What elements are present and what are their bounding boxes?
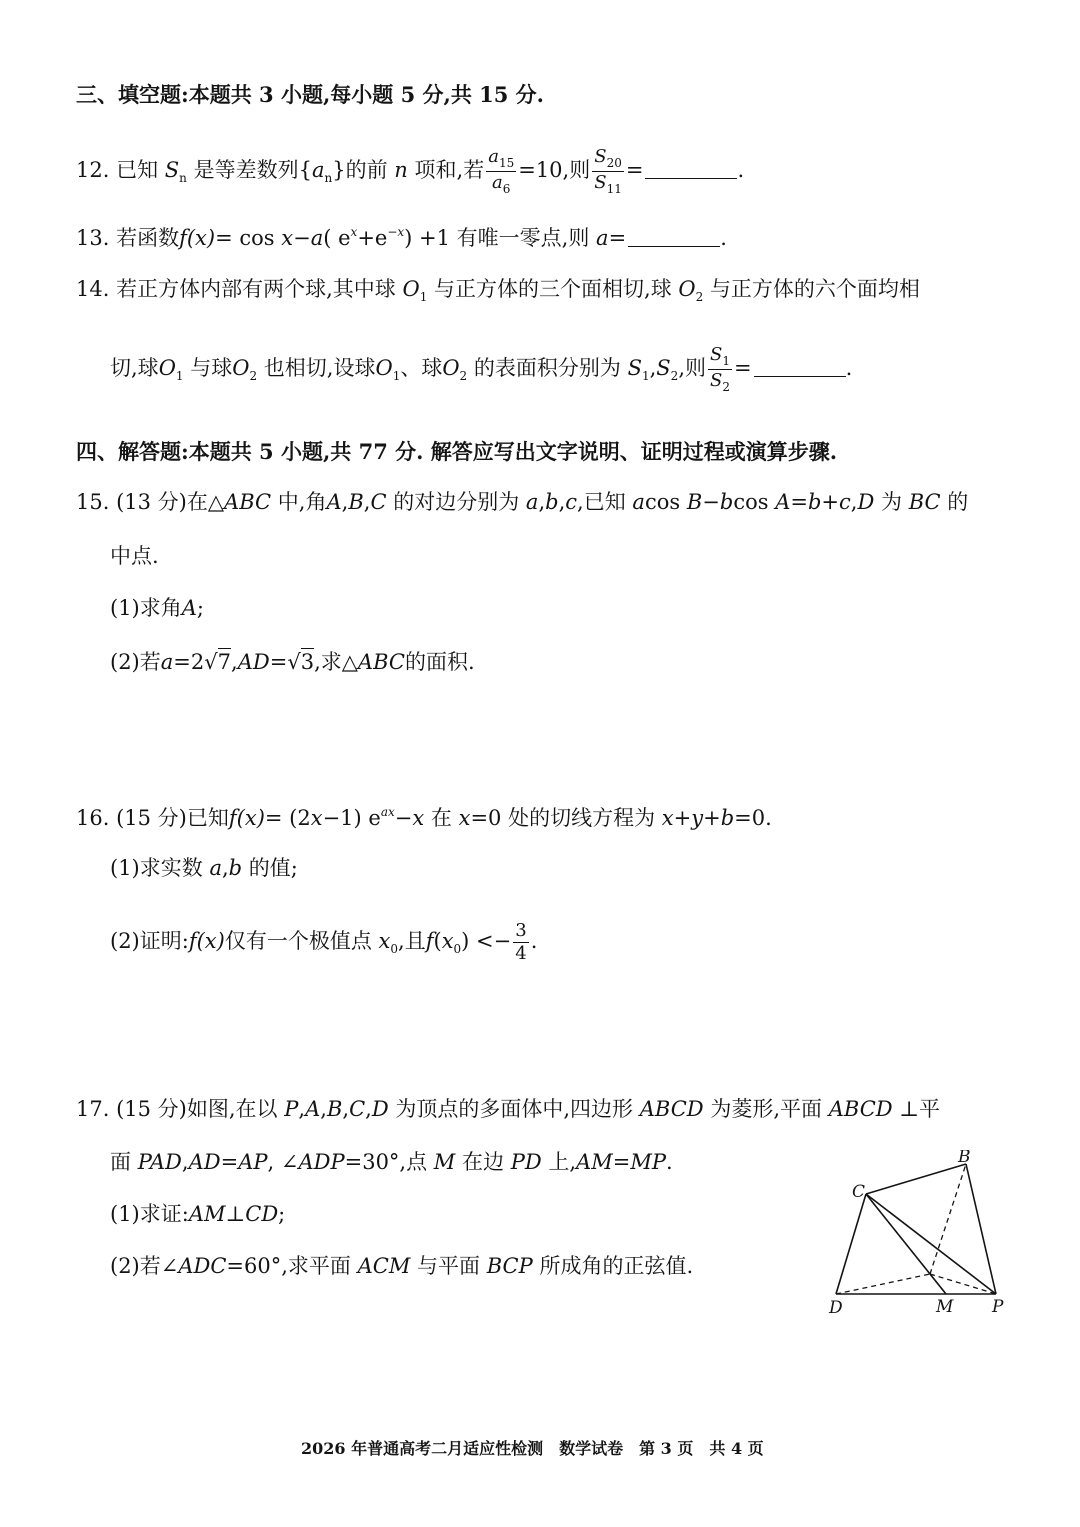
q14-o: O	[678, 277, 696, 301]
q16-var: x	[458, 806, 471, 830]
q17-var: D	[371, 1097, 389, 1121]
q16-var: f	[425, 929, 434, 953]
q17-text: 面	[110, 1150, 131, 1174]
q12-sn: S	[164, 158, 180, 182]
q15-text: ,	[363, 490, 371, 514]
q15-var: a	[160, 650, 174, 674]
q14-sub: 1	[419, 290, 428, 304]
q15-var: B	[686, 490, 703, 514]
q15-text: =	[269, 650, 288, 674]
q16-fx: f(x)	[188, 929, 225, 953]
q16-var: x	[412, 806, 425, 830]
q15-text: 中,角	[277, 490, 327, 514]
q16-sub: 0	[390, 942, 399, 956]
q15-var: BC	[908, 490, 941, 514]
q16-var: a	[209, 856, 222, 880]
q14-text: 与正方体的三个面相切,球	[434, 277, 672, 301]
q15-text: ,	[850, 490, 858, 514]
q16-var: x	[310, 806, 323, 830]
q12-text: 已知	[116, 158, 159, 182]
q15-var: B	[348, 490, 364, 514]
hidden-edge-da	[836, 1274, 930, 1294]
q15-text: cos	[733, 490, 769, 514]
question-12	[76, 148, 744, 195]
q15-var: A	[181, 596, 197, 620]
q13-fx: f(x)	[179, 226, 216, 250]
question-17-line-2	[110, 1152, 673, 1173]
question-number: 15.	[76, 490, 110, 514]
q15-text: 的对边分别为	[393, 490, 520, 514]
q17-var: ADC	[178, 1254, 227, 1278]
q16-text: (2)证明:	[110, 929, 189, 953]
q15-text: 为	[881, 490, 903, 514]
q14-sub: 2	[670, 369, 679, 383]
q17-var: M	[433, 1150, 456, 1174]
q17-var: ABCD	[828, 1097, 893, 1121]
q17-text: ,	[365, 1097, 372, 1121]
q17-var: BCP	[486, 1254, 533, 1278]
q15-var: C	[370, 490, 387, 514]
q16-fx: f(x)	[228, 806, 265, 830]
q15-var: c	[565, 490, 578, 514]
q14-text: 的表面积分别为	[473, 356, 621, 380]
q12-text: =	[625, 158, 644, 182]
q17-text: (2)若∠	[110, 1254, 179, 1278]
q13-text: ) +1 有唯一零点,则	[404, 226, 590, 250]
answer-blank[interactable]	[645, 162, 737, 179]
q17-var: ADP	[298, 1150, 345, 1174]
q14-s: S	[627, 356, 642, 380]
q15-text: ,求△	[314, 650, 358, 674]
q16-var: y	[691, 806, 704, 830]
q12-an: a	[311, 158, 325, 182]
q14-text: .	[845, 356, 853, 380]
q16-text: 在	[430, 806, 452, 830]
q13-text: .	[720, 226, 727, 250]
question-17-part-2	[110, 1256, 693, 1277]
q14-sub: 1	[641, 369, 650, 383]
q17-var: PAD	[137, 1150, 182, 1174]
q16-fraction	[513, 922, 528, 963]
edge-cb	[866, 1164, 966, 1194]
q17-var: P	[284, 1097, 299, 1121]
q14-text: ,	[649, 356, 657, 380]
q12-text: =10,则	[518, 158, 591, 182]
q14-sub: 2	[459, 369, 468, 383]
q14-s: S	[656, 356, 671, 380]
hidden-edge-am	[930, 1274, 946, 1294]
q12-an-sub: n	[324, 171, 333, 185]
q17-var: AM	[576, 1150, 613, 1174]
q15-text: (13 分)在△	[116, 490, 225, 514]
edge-cd	[836, 1194, 866, 1294]
q14-sub: 2	[695, 290, 704, 304]
q15-var: a	[525, 490, 539, 514]
q17-var: CD	[245, 1202, 279, 1226]
q12-fraction-a	[486, 148, 516, 195]
question-16-part-2	[110, 922, 537, 963]
question-15-part-2: (2)若a=2√7,AD=√3,求△ABC的面积.	[110, 650, 475, 674]
q16-text: = (2	[264, 806, 311, 830]
q13-a: a	[596, 226, 609, 250]
q16-text: (1)求实数	[110, 856, 203, 880]
question-16-line-1	[76, 806, 772, 829]
q17-text: 上,	[548, 1150, 577, 1174]
q12-n: n	[394, 158, 408, 182]
q16-var: b	[228, 856, 243, 880]
q15-var: b	[807, 490, 822, 514]
q15-sqrt: 7	[217, 650, 232, 674]
frac-num: S	[594, 146, 607, 167]
question-14-line-2	[110, 346, 852, 393]
frac-den-sub: 6	[502, 182, 511, 196]
q12-text: 是等差数列{	[193, 158, 312, 182]
hidden-edge-ap	[930, 1274, 996, 1294]
q16-sup: ax	[380, 805, 395, 819]
q15-text: ;	[196, 596, 204, 620]
question-15-part-1	[110, 598, 204, 619]
question-14-line-1	[76, 279, 920, 303]
q16-var: x	[441, 929, 454, 953]
q13-sup: x	[350, 225, 358, 239]
q15-var: c	[839, 490, 851, 514]
frac-num-sub: 1	[722, 354, 730, 368]
q17-text: =30°,点	[344, 1150, 428, 1174]
frac-den: S	[594, 172, 607, 193]
q13-text: = cos	[215, 226, 275, 250]
question-number: 14.	[76, 277, 110, 301]
q17-var: PD	[510, 1150, 542, 1174]
q17-var: AD	[188, 1150, 221, 1174]
frac-num: a	[488, 146, 499, 167]
q15-var: A	[326, 490, 342, 514]
question-15-line-2: 中点.	[110, 544, 159, 568]
q16-text: +	[673, 806, 692, 830]
q16-text: ) <−	[461, 929, 512, 953]
q15-text: 的	[947, 490, 969, 514]
q17-text: 在边	[462, 1150, 504, 1174]
q15-text: ,	[231, 650, 238, 674]
q14-text: =	[733, 356, 752, 380]
q16-text: −1) e	[322, 806, 381, 830]
question-13	[76, 226, 727, 249]
frac-num-sub: 15	[498, 156, 515, 170]
q16-text: −	[394, 806, 413, 830]
figure-label-c: C	[852, 1182, 866, 1202]
question-17-line-1	[76, 1099, 940, 1120]
section-4-heading: 四、解答题:本题共 5 小题,共 77 分. 解答应写出文字说明、证明过程或演算步骤.	[76, 439, 838, 464]
q15-var: a	[632, 490, 645, 514]
frac-den: 4	[515, 943, 527, 964]
frac-num-sub: 20	[606, 156, 622, 170]
q17-text: ⊥	[225, 1202, 246, 1226]
q16-text: =0 处的切线方程为	[470, 806, 656, 830]
q16-var: x	[661, 806, 674, 830]
q16-text: .	[530, 929, 538, 953]
q17-text: ⊥平	[899, 1097, 941, 1121]
q17-text: 与平面	[417, 1254, 481, 1278]
q15-var: AD	[237, 650, 270, 674]
q16-text: (	[433, 929, 442, 953]
question-17-part-1	[110, 1204, 285, 1225]
q13-sup: −x	[387, 225, 405, 239]
q14-text: 若正方体内部有两个球,其中球	[116, 277, 396, 301]
q16-var: b	[720, 806, 735, 830]
question-15-line-1	[76, 492, 968, 513]
q14-text: 也相切,设球	[263, 356, 376, 380]
q15-text: cos	[644, 490, 681, 514]
polyhedron-figure	[826, 1150, 1016, 1325]
q14-o: O	[442, 356, 460, 380]
answer-blank[interactable]	[754, 360, 846, 377]
q14-o: O	[375, 356, 393, 380]
section-3-heading: 三、填空题:本题共 3 小题,每小题 5 分,共 15 分.	[76, 82, 544, 107]
frac-num: S	[710, 344, 723, 365]
q16-text: +	[703, 806, 721, 830]
q15-abc: ABC	[224, 490, 272, 514]
q15-text: −	[702, 490, 720, 514]
frac-den: S	[710, 370, 723, 391]
frac-den-sub: 11	[606, 182, 622, 196]
q14-o: O	[232, 356, 250, 380]
q17-var: ACM	[357, 1254, 411, 1278]
q17-var: MP	[630, 1150, 666, 1174]
q16-text: ,且	[398, 929, 426, 953]
q17-var: AM	[188, 1202, 226, 1226]
q17-text: (15 分)如图,在以	[116, 1097, 278, 1121]
q17-text: ;	[278, 1202, 286, 1226]
q17-var: B	[326, 1097, 343, 1121]
q15-var: A	[775, 490, 791, 514]
q17-text: .	[665, 1150, 673, 1174]
q13-a: a	[310, 226, 324, 250]
frac-den: a	[492, 172, 503, 193]
q12-text: }的前	[332, 158, 388, 182]
figure-label-d: D	[829, 1298, 843, 1318]
q14-text: 与球	[190, 356, 233, 380]
q14-text: ,则	[678, 356, 706, 380]
question-number: 17.	[76, 1097, 110, 1121]
q17-text: ,	[298, 1097, 306, 1121]
q17-text: =60°,求平面	[226, 1254, 351, 1278]
q14-o: O	[402, 277, 420, 301]
q15-text: =2	[173, 650, 205, 674]
q17-text: (1)求证:	[110, 1202, 189, 1226]
figure-label-p: P	[992, 1297, 1004, 1317]
q17-var: ABCD	[639, 1097, 704, 1121]
q16-text: 仅有一个极值点	[224, 929, 372, 953]
answer-blank[interactable]	[628, 230, 720, 247]
q12-text: .	[737, 158, 745, 182]
q12-fraction-s	[592, 148, 624, 195]
q16-text: =0.	[734, 806, 772, 830]
q15-var: b	[545, 490, 559, 514]
q15-text: 的面积.	[404, 650, 475, 674]
q14-text: 、球	[400, 356, 443, 380]
q14-sub: 1	[175, 369, 184, 383]
q15-text: (1)求角	[110, 596, 182, 620]
q17-text: ,	[320, 1097, 327, 1121]
q14-fraction	[708, 346, 732, 393]
q15-var: D	[857, 490, 875, 514]
question-number: 16.	[76, 806, 110, 830]
figure-label-m: M	[936, 1297, 954, 1317]
q14-text: 与正方体的六个面均相	[709, 277, 920, 301]
q16-text: (15 分)已知	[116, 806, 229, 830]
q15-sqrt: 3	[300, 650, 315, 674]
q15-var: b	[719, 490, 734, 514]
page-footer: 2026 年普通高考二月适应性检测 数学试卷 第 3 页 共 4 页	[301, 1439, 764, 1458]
q15-abc: ABC	[357, 650, 405, 674]
q15-text: ,	[538, 490, 546, 514]
q16-text: ,	[221, 856, 229, 880]
question-number: 12.	[76, 158, 110, 182]
q13-x: x	[281, 226, 294, 250]
q15-text: ,	[558, 490, 566, 514]
q15-text: =	[790, 490, 808, 514]
q17-text: =	[612, 1150, 631, 1174]
q13-text: +e	[357, 226, 388, 250]
q16-text: 的值;	[248, 856, 298, 880]
q14-text: 切,球	[110, 356, 159, 380]
question-number: 13.	[76, 226, 110, 250]
q17-text: 为顶点的多面体中,四边形	[395, 1097, 634, 1121]
q17-var: C	[349, 1097, 366, 1121]
question-16-part-1	[110, 858, 298, 879]
q15-text: +	[821, 490, 840, 514]
figure-label-b: B	[958, 1150, 971, 1167]
frac-num: 3	[515, 920, 527, 941]
q15-text: (2)若	[110, 650, 161, 674]
q14-sub: 1	[392, 369, 401, 383]
q17-text: , ∠	[267, 1150, 299, 1174]
q13-text: 若函数	[116, 226, 180, 250]
q14-sub: 2	[249, 369, 258, 383]
q17-var: A	[305, 1097, 321, 1121]
q13-text: ( e	[323, 226, 351, 250]
q17-text: =	[220, 1150, 239, 1174]
q17-var: AP	[238, 1150, 268, 1174]
q14-o: O	[158, 356, 176, 380]
q15-text: ,已知	[577, 490, 626, 514]
q16-sub: 0	[453, 942, 462, 956]
q12-sn-sub: n	[179, 171, 187, 185]
q17-text: 为菱形,平面	[710, 1097, 823, 1121]
q17-text: ,	[342, 1097, 350, 1121]
q12-text: 项和,若	[414, 158, 485, 182]
q13-text: =	[608, 226, 627, 250]
q17-text: ,	[181, 1150, 189, 1174]
q17-text: 所成角的正弦值.	[539, 1254, 694, 1278]
frac-den-sub: 2	[722, 380, 730, 394]
q16-var: x	[378, 929, 391, 953]
q13-text: −	[293, 226, 311, 250]
q15-text: ,	[341, 490, 349, 514]
